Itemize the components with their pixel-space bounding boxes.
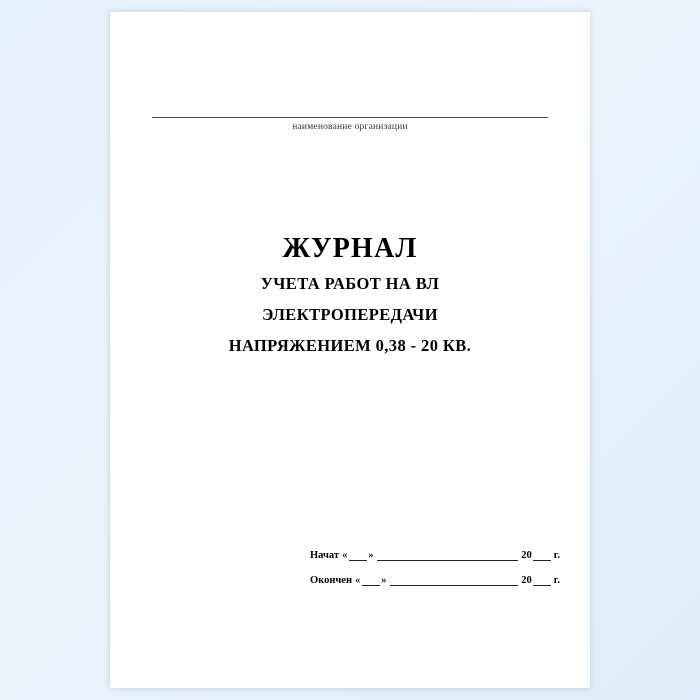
finished-year-blank [533,576,551,586]
organization-field [152,116,548,132]
finished-year-prefix: 20 [521,575,532,586]
organization-caption: наименование организации [292,122,408,132]
document-page [110,12,590,688]
finished-row [310,575,560,586]
started-year-suffix: г. [553,550,560,561]
finished-day-blank [362,576,380,586]
started-row [310,550,560,561]
finished-year-suffix: г. [553,575,560,586]
date-fields [310,550,560,600]
finished-label: Окончен [310,575,353,586]
finished-quote-close: » [381,575,387,586]
started-year-blank [533,551,551,561]
page-title [140,234,560,358]
finished-month-blank [390,575,519,586]
title-line-1: УЧЕТА РАБОТ НА ВЛ [260,273,440,293]
title-line-2: ЭЛЕКТРОПЕРЕДАЧИ [262,304,438,324]
started-day-blank [349,551,367,561]
title-line-3: НАПРЯЖЕНИЕМ 0,38 - 20 КВ. [228,335,472,355]
finished-quote-open: « [355,575,361,586]
started-label: Начат [310,550,340,561]
document-content [110,12,590,688]
started-year-prefix: 20 [521,550,532,561]
started-quote-open: « [342,550,348,561]
organization-rule [152,116,548,118]
started-month-blank [377,550,519,561]
title-main: ЖУРНАЛ [282,233,418,264]
started-quote-close: » [368,550,374,561]
